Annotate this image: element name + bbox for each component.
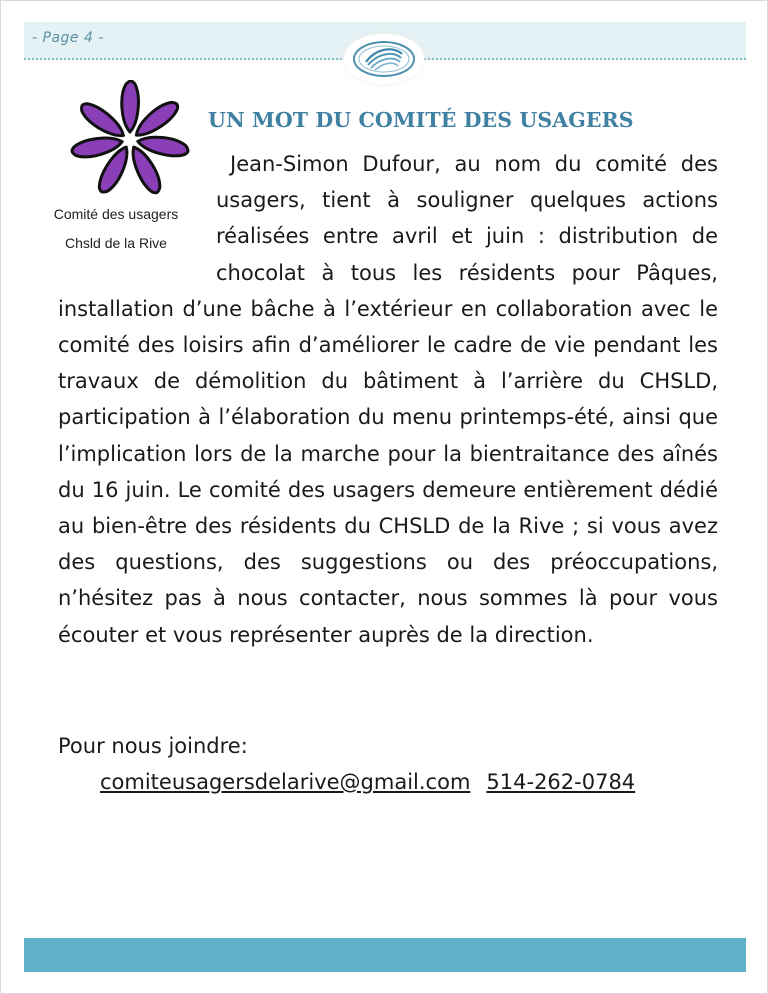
page-number-label: - Page 4 -	[32, 30, 104, 46]
article-body-text: Jean-Simon Dufour, au nom du comité des usagers, tient à souligner quelques actions réalisées entre avril et juin : distribution de chocolat à tous les résidents pour Pâques, installation d’une bâche à l’extérieur en collaboration avec le comité des loisirs afin d’améliorer le cadre de vie pendant les travaux de démolition du bâtiment à l’arrière du CHSLD, participation à l’élaboration du menu printemps-été, ainsi que l’implication lors de la marche pour la bientraitance des aînés du 16 juin. Le comité des usagers demeure entièrement dédié au bien-être des résidents du CHSLD de la Rive ; si vous avez des questions, des suggestions ou des préoccupations, n’hésitez pas à nous contacter, nous sommes là pour vous écouter et vous représenter auprès de la direction.	[58, 152, 718, 647]
contact-phone-link[interactable]: 514-262-0784	[486, 770, 636, 794]
shell-emblem-icon	[350, 38, 418, 80]
contact-email-link[interactable]: comiteusagersdelarive@gmail.com	[100, 770, 471, 794]
contact-label: Pour nous joindre:	[58, 734, 248, 758]
article-body	[58, 146, 718, 653]
logo-caption-committee: Comité des usagers	[53, 206, 179, 222]
article-title: UN MOT DU COMITÉ DES USAGERS	[208, 108, 634, 132]
header-emblem-icon	[344, 34, 424, 84]
contact-line	[100, 770, 635, 794]
footer-band	[24, 938, 746, 972]
logo-caption-chsld: Chsld de la Rive	[65, 235, 167, 251]
logo-float-spacer	[58, 146, 216, 290]
